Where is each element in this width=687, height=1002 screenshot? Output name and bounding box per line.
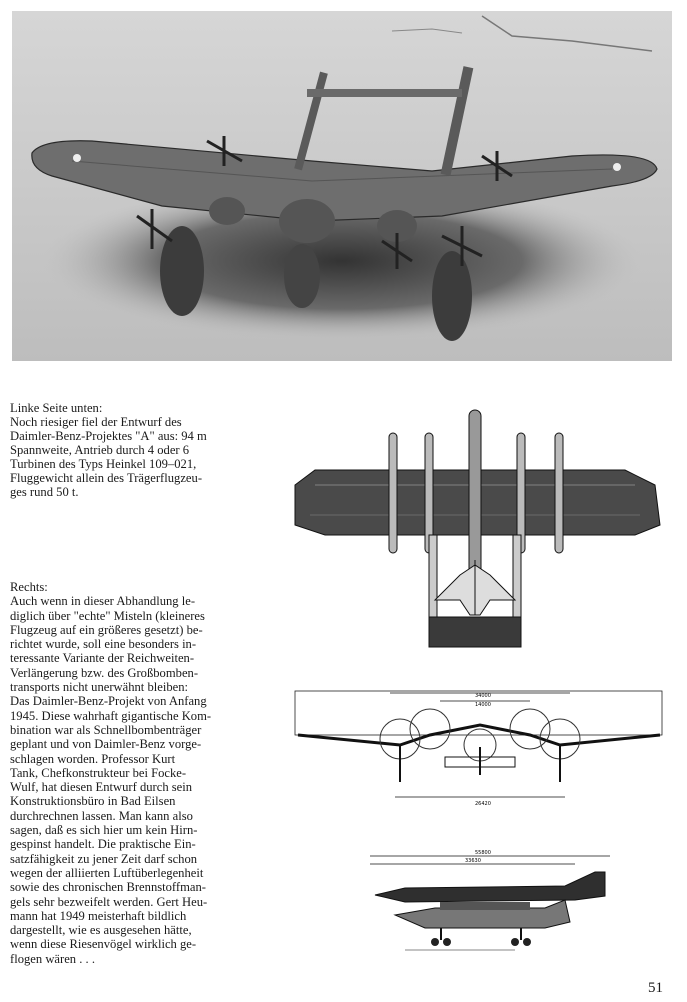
caption-left-line: Turbinen des Typs Heinkel 109–021, [10,457,197,471]
caption-right-line: 1945. Diese wahrhaft gigantische Kom- [10,708,212,723]
side-dim-2: 33630 [465,858,481,864]
side-dim-1: 55800 [475,850,491,856]
caption-left-text [10,415,230,499]
caption-right-line: gespinst handelt. Die praktische Ein- [10,837,196,852]
aircraft-model-photo [12,11,672,361]
caption-right-line: teressante Variante der Reichweiten- [10,651,195,666]
front-view-svg [290,687,670,817]
caption-right-line: Auch wenn in dieser Abhandlung le- [10,594,196,609]
caption-right-line: Wulf, hat diesen Entwurf durch sein [10,780,193,795]
caption-right-line: wenn diese Riesenvögel wirklich ge- [10,937,197,952]
caption-right-line: Das Daimler-Benz-Projekt von Anfang [10,694,207,709]
plan-view-drawing [285,405,670,660]
caption-left-line: Spannweite, Antrieb durch 4 oder 6 [10,443,190,457]
caption-right-line: durchrechnen lassen. Man kann also [10,808,193,823]
caption-right-block [10,580,230,966]
caption-right-line: Verlängerung bzw. des Großbomben- [10,665,199,680]
side-view-drawing [365,850,615,965]
caption-right-line: sagen, daß es sich hier um kein Hirn- [10,823,198,838]
caption-right-line: wegen der alliierten Luftüberlegenheit [10,865,204,880]
caption-left-block [10,401,230,499]
caption-right-line: geplant und von Daimler-Benz vorge- [10,737,202,752]
caption-right-line: schlagen worden. Professor Kurt [10,751,176,766]
front-dim-3: 26420 [475,801,491,807]
caption-right-line: bination war als Schnellbombenträger [10,722,202,737]
caption-right-line: sowie des chronischen Brennstoffman- [10,880,206,895]
caption-left-line: ges rund 50 t. [10,485,79,499]
caption-right-heading: Rechts: [10,580,48,594]
side-view-svg [365,850,615,960]
caption-left-heading: Linke Seite unten: [10,401,103,415]
caption-left-line: Daimler-Benz-Projektes "A" aus: 94 m [10,429,207,443]
front-dim-1: 34000 [475,693,491,699]
caption-right-line: gels sehr bezweifelt werden. Gert Heu- [10,894,208,909]
caption-right-line: diglich über "echte" Misteln (kleineres [10,608,205,623]
caption-right-line: transports nicht unerwähnt bleiben: [10,680,189,695]
caption-right-line: mann hat 1949 meisterhaft bildlich [10,908,187,923]
caption-right-line: Konstruktionsbüro in Bad Eilsen [10,794,176,809]
caption-right-line: flogen wären . . . [10,951,95,966]
aircraft-model-image [12,11,672,361]
caption-right-line: richtet wurde, soll eine besonders in- [10,637,197,652]
front-view-drawing [290,687,670,822]
caption-right-line: dargestellt, wie es ausgesehen hätte, [10,923,192,938]
caption-left-line: Fluggewicht allein des Trägerflugzeu- [10,471,203,485]
caption-right-line: satzfähigkeit zu jener Zeit darf schon [10,851,198,866]
caption-left-line: Noch riesiger fiel der Entwurf des [10,415,182,429]
caption-right-line: Flugzeug auf ein größeres gesetzt) be- [10,622,203,637]
caption-right-line: Tank, Chefkonstrukteur bei Focke- [10,765,187,780]
plan-view-svg [285,405,670,655]
page-number: 51 [648,980,663,996]
caption-right-text [10,594,230,966]
front-dim-2: 14000 [475,702,491,708]
